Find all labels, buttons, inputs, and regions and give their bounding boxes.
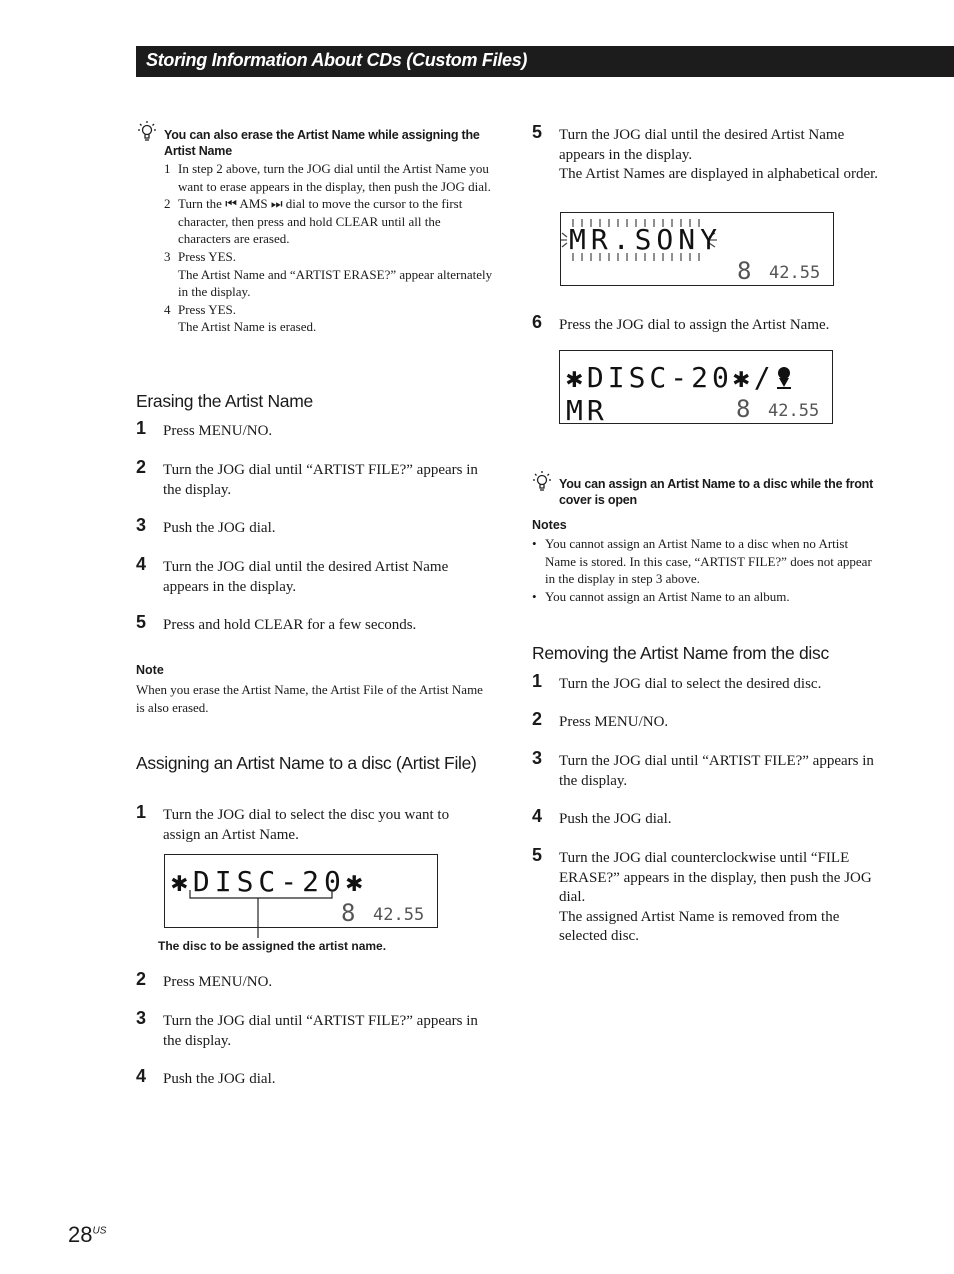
assigning-step-2: 2 Press MENU/NO. [136,969,273,990]
assigning-step-4: 4 Push the JOG dial. [136,1066,276,1087]
display-main-text: MR.SONY [569,223,723,256]
erasing-step-2: 2 Turn the JOG dial until “ARTIST FILE?” appears in the display. [136,457,478,498]
tip-lightbulb-icon [532,470,552,492]
assigning-heading: Assigning an Artist Name to a disc (Artist File) [136,753,477,773]
erasing-heading: Erasing the Artist Name [136,391,313,411]
removing-heading: Removing the Artist Name from the disc [532,643,829,663]
erasing-step-1: 1 Press MENU/NO. [136,418,273,439]
display-disc-number: 8 [737,257,752,285]
list-item: 2 Turn the ⏮ AMS ⏭ dial to move the cursor to the first character, then press and hold CLEAR until all the characters are erased. [164,196,463,247]
tip-cover-open-heading: You can assign an Artist Name to a disc while the front cover is open [559,477,874,507]
list-item: 3 Press YES. The Artist Name and “ARTIST ERASE?” appear alternately in the display. [164,248,493,300]
display-mr-sony [560,212,834,286]
erasing-step-4: 4 Turn the JOG dial until the desired Artist Name appears in the display. [136,554,449,595]
list-item: 4 Press YES. The Artist Name is erased. [164,301,317,335]
tip-erase-heading: You can also erase the Artist Name while assigning the Artist Name [164,128,480,158]
tip-lightbulb-icon [137,120,157,142]
erasing-note-text: When you erase the Artist Name, the Artist File of the Artist Name is also erased. [136,682,483,715]
disc-name-bracket [188,890,338,940]
notes-heading: Notes [532,518,567,532]
removing-step-5: 5 Turn the JOG dial counterclockwise until “FILE ERASE?” appears in the display, then push the JOG dial. The assigned Artist Name is removed from the selected disc. [532,845,872,944]
removing-step-1: 1 Turn the JOG dial to select the desired disc. [532,671,822,692]
display-disc-number: 8 [341,899,356,927]
tip-erase-steps [164,160,494,336]
display-time: 42.55 [768,401,820,421]
list-item: 1 In step 2 above, turn the JOG dial until the Artist Name you want to erase appears in the display, then push the JOG dial. [164,161,491,194]
erasing-step-3: 3 Push the JOG dial. [136,515,276,536]
assigning-step-3: 3 Turn the JOG dial until “ARTIST FILE?” appears in the display. [136,1008,478,1049]
display-disc-number: 8 [736,395,751,423]
list-item: • You cannot assign an Artist Name to an album. [532,588,882,606]
removing-step-4: 4 Push the JOG dial. [532,806,672,827]
display-main-text: ✱DISC-20✱/MR [566,361,832,427]
assigning-step-5: 5 Turn the JOG dial until the desired Artist Name appears in the display. The Artist Names are displayed in alphabetical order. [532,122,879,182]
assigning-step-1: 1 Turn the JOG dial to select the disc you want to assign an Artist Name. [136,802,450,843]
erasing-note-heading: Note [136,663,164,677]
artist-person-icon [775,365,793,389]
erasing-step-5: 5 Press and hold CLEAR for a few seconds. [136,612,417,633]
section-title: Storing Information About CDs (Custom Files) [146,50,528,70]
display-time: 42.55 [373,905,425,925]
display-main-text: ✱DISC-20✱ [171,865,368,898]
page-number: $28^{US}$ [68,1222,107,1247]
notes-list [532,535,882,605]
section-header [136,46,954,77]
removing-step-2: 2 Press MENU/NO. [532,709,669,730]
display-time: 42.55 [769,263,821,283]
list-item: • You cannot assign an Artist Name to a disc when no Artist Name is stored. In this case, “ARTIST FILE?” does not appear in the display in step 3 above. [532,535,882,588]
removing-step-3: 3 Turn the JOG dial until “ARTIST FILE?” appears in the display. [532,748,874,789]
assigning-step-6: 6 Press the JOG dial to assign the Artist Name. [532,312,830,333]
display-caption: The disc to be assigned the artist name. [158,939,387,953]
display-disc-20-artist [559,350,833,427]
